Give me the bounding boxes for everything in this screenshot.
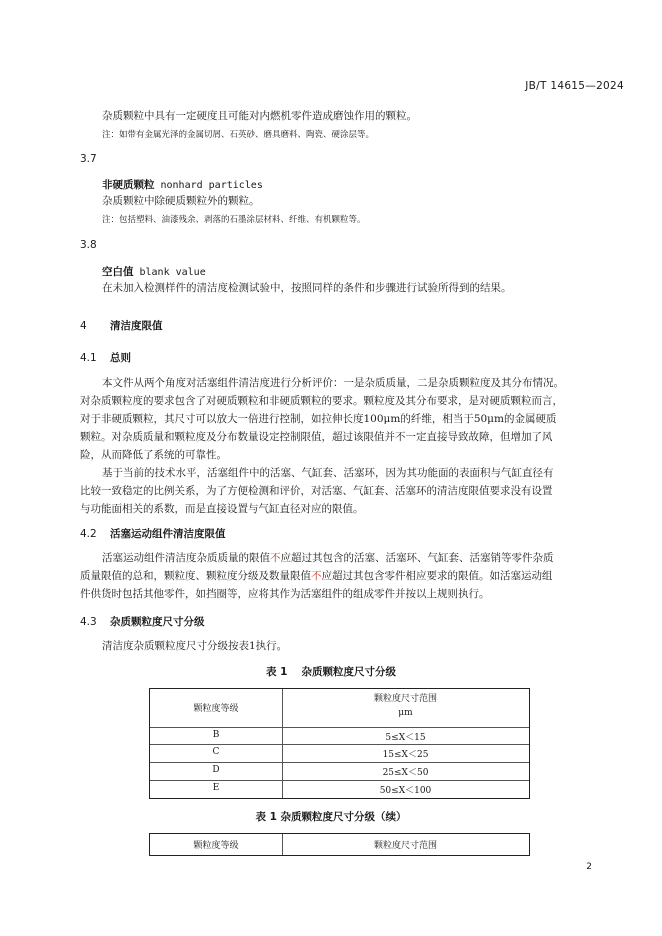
- para-line: 本文件从两个角度对活塞组件清洁度进行分析评价：一是杂质质量，二是杂质颗粒度及其分布情况。: [102, 377, 564, 389]
- section-4-2-number: 4.2: [80, 528, 97, 540]
- para-line: [80, 567, 604, 585]
- clause-number-3-7: 3.7: [80, 153, 97, 165]
- text-run: 活塞运动组件清洁度杂质质量的限值: [102, 552, 270, 564]
- section-4-3-heading: [80, 614, 205, 629]
- table-cell-range: 50≤X＜100: [379, 786, 432, 796]
- table-1-caption-title: 杂质颗粒度尺寸分级: [301, 666, 396, 678]
- section-4-title: 清洁度限值: [110, 320, 163, 332]
- para-line: 颗粒。对杂质质量和颗粒度及分布数量设定控制限值，超过该限值并不一定直接导致故障，但增加了风: [80, 431, 553, 443]
- term-3-7: [102, 177, 263, 192]
- para-line: 件供货时包括其他零件，如挡圈等，应将其作为活塞组件的组成零件并按以上规则执行。: [80, 588, 490, 600]
- section-4-1-para-1: [80, 374, 604, 464]
- para-line: 比较一致稳定的比例关系，为了方便检测和评价，对活塞、气缸套、活塞环的清洁度限值要求没有设置: [80, 485, 553, 497]
- table-1-caption-number: 表 1: [266, 666, 288, 678]
- section-4-2-para: [80, 549, 604, 603]
- section-4-1-heading: [80, 350, 131, 365]
- definition-3-7: 杂质颗粒中除硬质颗粒外的颗粒。: [102, 195, 260, 207]
- para-line: 险，从而降低了系统的可靠性。: [80, 449, 227, 461]
- table-cell-grade: D: [212, 765, 220, 775]
- note-3-7: 注：包括塑料、油漆残余、剥落的石墨涂层材料、纤维、有机颗粒等。: [102, 215, 366, 225]
- table-header-range: 颗粒度尺寸范围: [373, 841, 437, 851]
- table-1-continued-caption: 表 1 杂质颗粒度尺寸分级（续）: [255, 811, 407, 823]
- section-4-number: 4: [80, 320, 87, 332]
- table-cell-grade: E: [212, 783, 220, 793]
- term-cn-3-8: 空白值: [102, 266, 134, 278]
- note-3-6: 注：如带有金属光泽的金属切屑、石英砂、磨具磨料、陶瓷、硬涂层等。: [102, 130, 375, 140]
- section-4-3-text: 清洁度杂质颗粒度尺寸分级按表1执行。: [102, 640, 288, 652]
- term-cn-3-7: 非硬质颗粒: [102, 179, 155, 191]
- table-header-unit: μm: [398, 708, 413, 718]
- table-header-range: 颗粒度尺寸范围: [373, 694, 437, 704]
- section-4-2-title: 活塞运动组件清洁度限值: [110, 528, 226, 540]
- table-cell-range: 25≤X＜50: [382, 768, 429, 778]
- page-number: 2: [586, 862, 592, 872]
- table-header-grade: 颗粒度等级: [193, 704, 239, 714]
- document-code: JB/T 14615—2024: [525, 80, 624, 92]
- text-run: 应超过其包含零件相应要求的限值。如活塞运动组: [321, 570, 553, 582]
- section-4-1-number: 4.1: [80, 352, 97, 364]
- table-cell-range: 5≤X＜15: [385, 733, 426, 743]
- table-header-grade: 颗粒度等级: [193, 841, 239, 851]
- table-cell-grade: C: [212, 747, 220, 757]
- para-line: 对于非硬质颗粒，其尺寸可以放大一倍进行控制，如拉伸长度100μm的纤维，相当于50μm的金属硬质: [80, 413, 557, 425]
- highlighted-not: 不: [270, 552, 281, 564]
- section-4-heading: [80, 318, 163, 333]
- table-1-caption: [0, 664, 662, 679]
- para-line: 对杂质颗粒度的要求包含了对硬质颗粒和非硬质颗粒的要求。颗粒度及其分布要求，是对硬质颗粒而言，: [80, 395, 563, 407]
- term-en-3-8: blank value: [139, 267, 206, 278]
- table-1: [149, 688, 530, 799]
- section-4-2-heading: [80, 526, 226, 541]
- section-4-1-para-2: [80, 464, 604, 518]
- term-3-8: [102, 264, 206, 279]
- para-line: 基于当前的技术水平，活塞组件中的活塞、气缸套、活塞环，因为其功能面的表面积与气缸直径有: [102, 467, 554, 479]
- para-line: [80, 549, 604, 567]
- section-4-3-title: 杂质颗粒度尺寸分级: [110, 616, 205, 628]
- para-line: 与功能面相关的系数，而是直接设置与气缸直径对应的限值。: [80, 503, 364, 515]
- section-4-3-number: 4.3: [80, 616, 97, 628]
- table-cell-grade: B: [212, 730, 220, 740]
- definition-3-6: 杂质颗粒中具有一定硬度且可能对内燃机零件造成磨蚀作用的颗粒。: [102, 110, 417, 122]
- text-run: 质量限值的总和，颗粒度、颗粒度分级及数量限值: [80, 570, 311, 582]
- clause-number-3-8: 3.8: [80, 239, 97, 251]
- table-1-continued: [149, 833, 530, 856]
- term-en-3-7: nonhard particles: [160, 180, 263, 191]
- text-run: 应超过其包含的活塞、活塞环、气缸套、活塞销等零件杂质: [280, 552, 554, 564]
- definition-3-8: 在未加入检测样件的清洁度检测试验中，按照同样的条件和步骤进行试验所得到的结果。: [102, 282, 512, 294]
- section-4-1-title: 总则: [110, 352, 131, 364]
- table-cell-range: 15≤X＜25: [382, 750, 429, 760]
- highlighted-not: 不: [311, 570, 322, 582]
